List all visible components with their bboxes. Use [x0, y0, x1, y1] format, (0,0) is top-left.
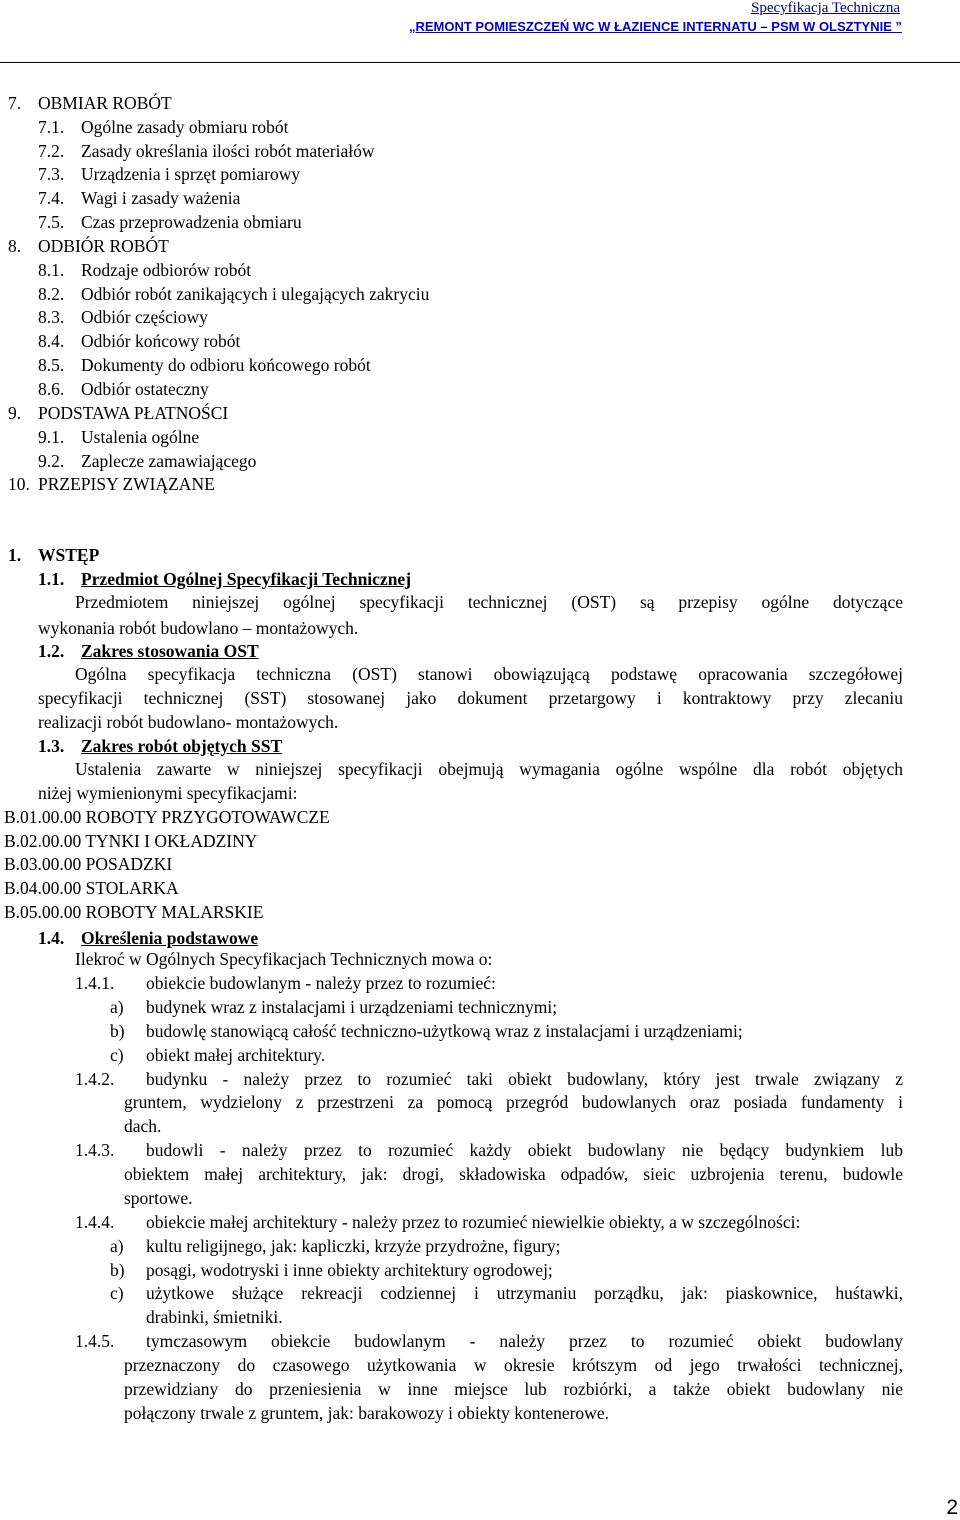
toc-num: 10.: [8, 474, 30, 494]
list-item: użytkowe służące rekreacji codziennej i utrzymaniu porządku, jak: piaskownice, huśtawki,: [146, 1283, 903, 1303]
paragraph-line: Ogólna specyfikacja techniczna (OST) stanowi obowiązującą podstawę opracowania szczegółowej: [75, 664, 903, 684]
paragraph-line: Ilekroć w Ogólnych Specyfikacjach Technicznych mowa o:: [75, 949, 493, 969]
page-header: [0, 0, 960, 63]
list-item: budynek wraz z instalacjami i urządzeniami technicznymi;: [146, 997, 558, 1017]
subsection-number: 1.2.: [38, 641, 65, 661]
definition-number: 1.4.5.: [75, 1331, 115, 1351]
toc-num: 8.2.: [38, 284, 65, 304]
header-subtitle[interactable]: „REMONT POMIESZCZEŃ WC W ŁAZIENCE INTERNATU – PSM W OLSZTYNIE ”: [408, 19, 902, 34]
list-letter: c): [110, 1045, 124, 1065]
paragraph-line: Przedmiotem niniejszej ogólnej specyfikacji technicznej (OST) są przepisy ogólne dotyczące: [75, 592, 903, 612]
toc-num: 8.5.: [38, 355, 65, 375]
toc-num: 8.1.: [38, 260, 65, 280]
definition-text: połączony trwale z gruntem, jak: barakowozy i obiekty kontenerowe.: [124, 1403, 609, 1423]
toc-num: 8.3.: [38, 307, 65, 327]
definition-number: 1.4.3.: [75, 1140, 115, 1160]
toc-item: OBMIAR ROBÓT: [38, 93, 172, 113]
toc-item: Urządzenia i sprzęt pomiarowy: [81, 164, 301, 184]
paragraph-line: specyfikacji technicznej (SST) stosowanej jako dokument przetargowy i kontraktowy przy zlecaniu: [38, 688, 903, 708]
toc-item: Odbiór robót zanikających i ulegających zakryciu: [81, 284, 430, 304]
subsection-title: Zakres robót objętych SST: [81, 736, 283, 756]
definition-text: przeznaczony do czasowego użytkowania w okresie krótszym od jego trwałości technicznej,: [124, 1355, 903, 1375]
definition-number: 1.4.1.: [75, 973, 115, 993]
definition-text: przewidziany do przeniesienia w inne miejsce lub rozbiórki, a także obiekt budowlany nie: [124, 1379, 903, 1399]
definition-text: obiekcie małej architektury - należy przez to rozumieć niewielkie obiekty, a w szczególności:: [146, 1212, 801, 1232]
toc-item: Zaplecze zamawiającego: [81, 451, 257, 471]
toc-num: 7.5.: [38, 212, 65, 232]
subsection-number: 1.1.: [38, 569, 65, 589]
toc-item: PRZEPISY ZWIĄZANE: [38, 474, 215, 494]
toc-item: Odbiór ostateczny: [81, 379, 209, 399]
paragraph-line: realizacji robót budowlano- montażowych.: [38, 712, 339, 732]
toc-item: Dokumenty do odbioru końcowego robót: [81, 355, 371, 375]
toc-num: 7.1.: [38, 117, 65, 137]
toc-item: Wagi i zasady ważenia: [81, 188, 241, 208]
list-item: posągi, wodotryski i inne obiekty architektury ogrodowej;: [146, 1260, 553, 1280]
subsection-number: 1.3.: [38, 736, 65, 756]
toc-item: Ogólne zasady obmiaru robót: [81, 117, 289, 137]
toc-item: Czas przeprowadzenia obmiaru: [81, 212, 302, 232]
toc-item: Odbiór końcowy robót: [81, 331, 241, 351]
toc-item: PODSTAWA PŁATNOŚCI: [38, 403, 229, 423]
definition-text: tymczasowym obiekcie budowlanym - należy przez to rozumieć obiekt budowlany: [146, 1331, 903, 1351]
toc-num: 7.4.: [38, 188, 65, 208]
paragraph-line: Ustalenia zawarte w niniejszej specyfikacji obejmują wymagania ogólne wspólne dla robót objętych: [75, 759, 903, 779]
paragraph-line: wykonania robót budowlano – montażowych.: [38, 618, 359, 638]
definition-number: 1.4.4.: [75, 1212, 115, 1232]
spec-list-item: B.02.00.00 TYNKI I OKŁADZINY: [4, 831, 258, 851]
list-letter: a): [110, 1236, 124, 1256]
toc-num: 8.6.: [38, 379, 65, 399]
definition-number: 1.4.2.: [75, 1069, 115, 1089]
subsection-title: Przedmiot Ogólnej Specyfikacji Technicznej: [81, 569, 412, 589]
toc-num: 9.: [8, 403, 22, 423]
toc-item: Rodzaje odbiorów robót: [81, 260, 252, 280]
list-letter: b): [110, 1260, 125, 1280]
header-title[interactable]: Specyfikacja Techniczna: [750, 0, 900, 16]
list-letter: b): [110, 1021, 125, 1041]
list-item: drabinki, śmietniki.: [146, 1307, 283, 1327]
toc-num: 8.4.: [38, 331, 65, 351]
paragraph-line: niżej wymienionymi specyfikacjami:: [38, 783, 298, 803]
toc-item: Odbiór częściowy: [81, 307, 208, 327]
list-letter: a): [110, 997, 124, 1017]
toc-num: 7.3.: [38, 164, 65, 184]
definition-text: dach.: [124, 1116, 162, 1136]
toc-num: 9.2.: [38, 451, 65, 471]
toc-num: 7.2.: [38, 141, 65, 161]
definition-text: gruntem, wydzielony z przestrzeni za pomocą przegród budowlanych oraz posiada fundamenty i: [124, 1092, 903, 1112]
spec-list-item: B.04.00.00 STOLARKA: [4, 878, 179, 898]
toc-item: Zasady określania ilości robót materiałów: [81, 141, 375, 161]
definition-text: budynku - należy przez to rozumieć taki obiekt budowlany, który jest trwale związany z: [146, 1069, 903, 1089]
definition-text: obiekcie budowlanym - należy przez to rozumieć:: [146, 973, 496, 993]
subsection-number: 1.4.: [38, 928, 65, 948]
section-title: WSTĘP: [38, 545, 100, 565]
spec-list-item: B.01.00.00 ROBOTY PRZYGOTOWAWCZE: [4, 807, 330, 827]
spec-list-item: B.05.00.00 ROBOTY MALARSKIE: [4, 902, 264, 922]
definition-text: budowli - należy przez to rozumieć każdy obiekt budowlany nie będący budynkiem lub: [146, 1140, 903, 1160]
toc-item: ODBIÓR ROBÓT: [38, 236, 169, 256]
section-number: 1.: [8, 545, 22, 565]
toc-num: 8.: [8, 236, 22, 256]
list-item: kultu religijnego, jak: kapliczki, krzyże przydrożne, figury;: [146, 1236, 561, 1256]
spec-list-item: B.03.00.00 POSADZKI: [4, 854, 173, 874]
subsection-title: Zakres stosowania OST: [81, 641, 259, 661]
toc-num: 7.: [8, 93, 22, 113]
page-number: 2: [946, 1496, 958, 1519]
list-letter: c): [110, 1283, 124, 1303]
toc-num: 9.1.: [38, 427, 65, 447]
list-item: budowlę stanowiącą całość techniczno-użytkową wraz z instalacjami i urządzeniami;: [146, 1021, 743, 1041]
definition-text: obiektem małej architektury, jak: drogi, składowiska odpadów, sieic uzbrojenia terenu, budowle: [124, 1164, 903, 1184]
list-item: obiekt małej architektury.: [146, 1045, 326, 1065]
definition-text: sportowe.: [124, 1188, 193, 1208]
toc-item: Ustalenia ogólne: [81, 427, 200, 447]
subsection-title: Określenia podstawowe: [81, 928, 259, 948]
